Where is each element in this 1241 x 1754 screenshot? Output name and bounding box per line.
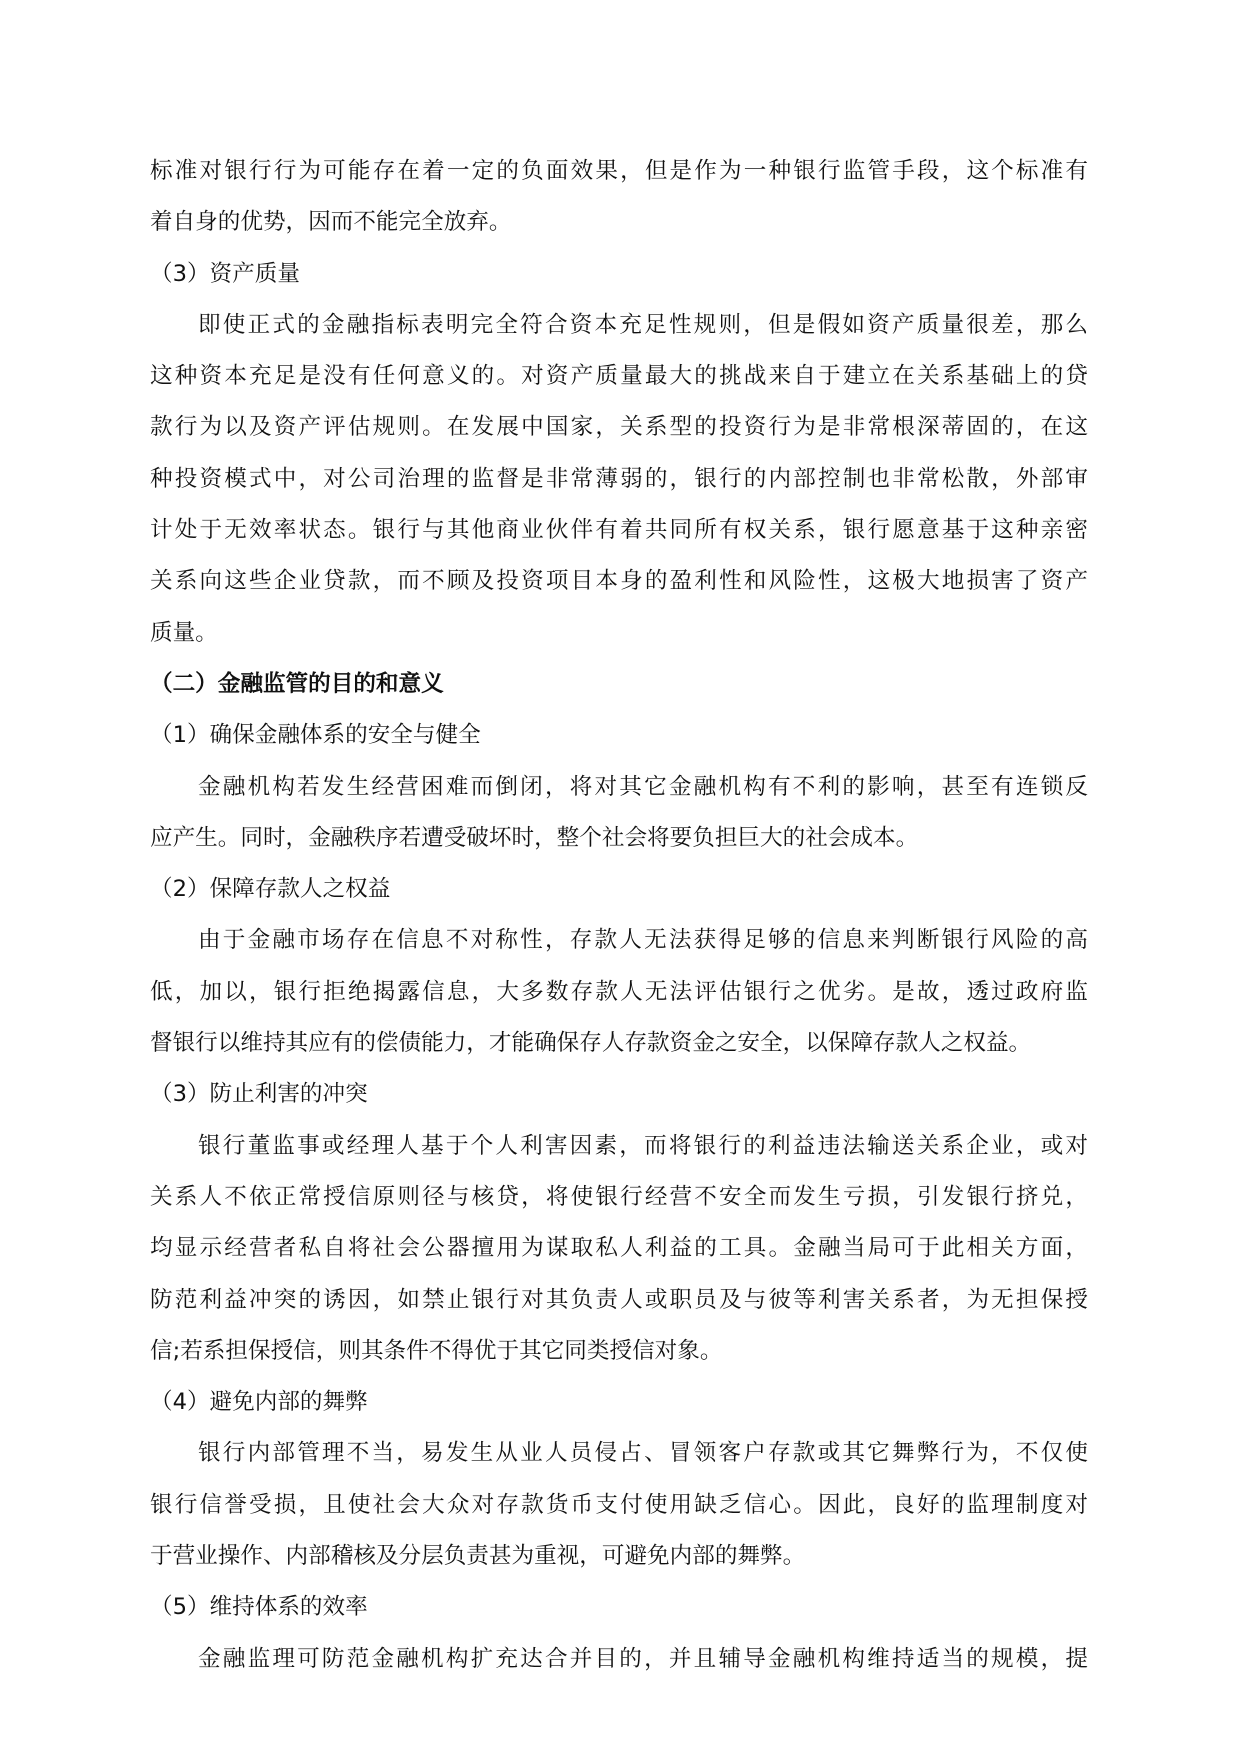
document-body [150,146,1088,1685]
chapter-heading: （二）金融监管的目的和意义 [150,670,444,697]
paragraph-line: 银行内部管理不当，易发生从业人员侵占、冒领客户存款或其它舞弊行为，不仅使 [198,1440,1088,1467]
paragraph-line: 督银行以维持其应有的偿债能力，才能确保存人存款资金之安全，以保障存款人之权益。 [150,1030,1032,1057]
paragraph-line: 低，加以，银行拒绝揭露信息，大多数存款人无法评估银行之优劣。是故，透过政府监 [150,978,1088,1005]
paragraph-line: 防范利益冲突的诱因，如禁止银行对其负责人或职员及与彼等利害关系者，为无担保授 [150,1286,1088,1313]
paragraph-line: 应产生。同时，金融秩序若遭受破坏时，整个社会将要负担巨大的社会成本。 [150,824,919,851]
section-heading: （3）资产质量 [150,260,300,287]
paragraph-line: 着自身的优势，因而不能完全放弃。 [150,209,512,236]
paragraph-line: 计处于无效率状态。银行与其他商业伙伴有着共同所有权关系，银行愿意基于这种亲密 [150,517,1088,544]
paragraph-line: 银行董监事或经理人基于个人利害因素，而将银行的利益违法输送关系企业，或对 [198,1132,1088,1159]
paragraph-line: 关系向这些企业贷款，而不顾及投资项目本身的盈利性和风险性，这极大地损害了资产 [150,568,1088,595]
paragraph-line: 标准对银行行为可能存在着一定的负面效果，但是作为一种银行监管手段，这个标准有 [150,158,1088,184]
paragraph-line: 质量。 [150,619,218,646]
section-heading: （3）防止利害的冲突 [150,1081,368,1108]
paragraph-line: 即使正式的金融指标表明完全符合资本充足性规则，但是假如资产质量很差，那么 [198,311,1088,338]
paragraph-line: 于营业操作、内部稽核及分层负责甚为重视，可避免内部的舞弊。 [150,1543,806,1570]
paragraph-line: 这种资本充足是没有任何意义的。对资产质量最大的挑战来自于建立在关系基础上的贷 [150,363,1088,390]
paragraph-line: 款行为以及资产评估规则。在发展中国家，关系型的投资行为是非常根深蒂固的，在这 [150,414,1088,441]
section-heading: （2）保障存款人之权益 [150,876,391,903]
paragraph-line: 种投资模式中，对公司治理的监督是非常薄弱的，银行的内部控制也非常松散，外部审 [150,465,1088,492]
paragraph-line: 银行信誉受损，且使社会大众对存款货币支付使用缺乏信心。因此，良好的监理制度对 [150,1491,1088,1518]
paragraph-line: 金融机构若发生经营困难而倒闭，将对其它金融机构有不利的影响，甚至有连锁反 [198,773,1088,800]
section-heading: （4）避免内部的舞弊 [150,1389,368,1416]
paragraph-line: 关系人不依正常授信原则径与核贷，将使银行经营不安全而发生亏损，引发银行挤兑， [150,1183,1088,1210]
paragraph-line: 均显示经营者私自将社会公器擅用为谋取私人利益的工具。金融当局可于此相关方面， [150,1235,1088,1262]
paragraph-line: 金融监理可防范金融机构扩充达合并目的，并且辅导金融机构维持适当的规模，提 [198,1645,1088,1672]
section-heading: （5）维持体系的效率 [150,1594,368,1621]
paragraph-line: 由于金融市场存在信息不对称性，存款人无法获得足够的信息来判断银行风险的高 [198,927,1088,954]
section-heading: （1）确保金融体系的安全与健全 [150,722,481,749]
paragraph-line: 信;若系担保授信，则其条件不得优于其它同类授信对象。 [150,1337,723,1364]
